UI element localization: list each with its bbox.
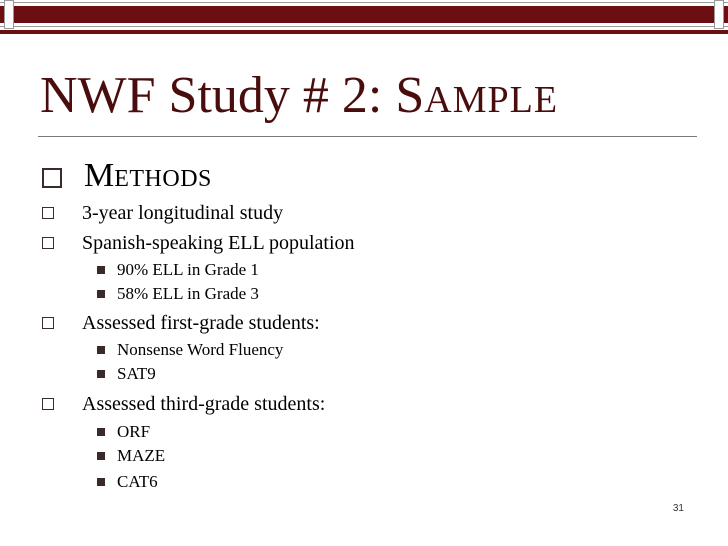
filled-square-bullet-icon	[97, 290, 105, 298]
bullet-text: Spanish-speaking ELL population	[82, 232, 355, 254]
hollow-square-bullet-icon	[42, 317, 54, 329]
sub-bullet-text: CAT6	[117, 472, 158, 491]
filled-square-bullet-icon	[97, 452, 105, 460]
slide-number: 31	[672, 503, 684, 514]
top-maroon-stripe-thin	[0, 30, 728, 34]
section-initial: M	[84, 157, 115, 194]
sub-bullet-text: 90% ELL in Grade 1	[117, 260, 259, 279]
hollow-square-bullet-icon	[42, 237, 54, 249]
filled-square-bullet-icon	[97, 266, 105, 274]
top-maroon-stripe	[0, 6, 728, 23]
filled-square-bullet-icon	[97, 478, 105, 486]
title-prefix: NWF Study # 2: S	[40, 67, 425, 124]
filled-square-bullet-icon	[97, 370, 105, 378]
section-heading-text	[84, 156, 212, 199]
sub-bullet-text: Nonsense Word Fluency	[117, 340, 284, 359]
section-smallcaps: ETHODS	[114, 166, 212, 192]
sub-bullet-text: MAZE	[117, 446, 166, 465]
hollow-square-bullet-icon	[42, 207, 54, 219]
sub-bullet-text: ORF	[117, 422, 151, 441]
sub-bullet-text: 58% ELL in Grade 3	[117, 284, 259, 303]
left-corner-box	[4, 0, 14, 29]
slide-title	[40, 66, 558, 130]
sub-bullet-text: SAT9	[117, 364, 156, 383]
top-thin-line-lower	[0, 26, 728, 27]
title-smallcaps: AMPLE	[424, 79, 559, 121]
bullet-text: Assessed first-grade students:	[82, 312, 320, 334]
right-corner-box	[714, 0, 724, 29]
title-underline	[38, 136, 697, 137]
top-thin-line	[0, 2, 728, 3]
filled-square-bullet-icon	[97, 346, 105, 354]
hollow-square-bullet-icon	[42, 398, 54, 410]
top-decorative-band	[0, 0, 728, 34]
bullet-text: 3-year longitudinal study	[82, 202, 284, 224]
filled-square-bullet-icon	[97, 428, 105, 436]
hollow-square-bullet-icon	[42, 168, 62, 188]
bullet-text: Assessed third-grade students:	[82, 393, 326, 415]
